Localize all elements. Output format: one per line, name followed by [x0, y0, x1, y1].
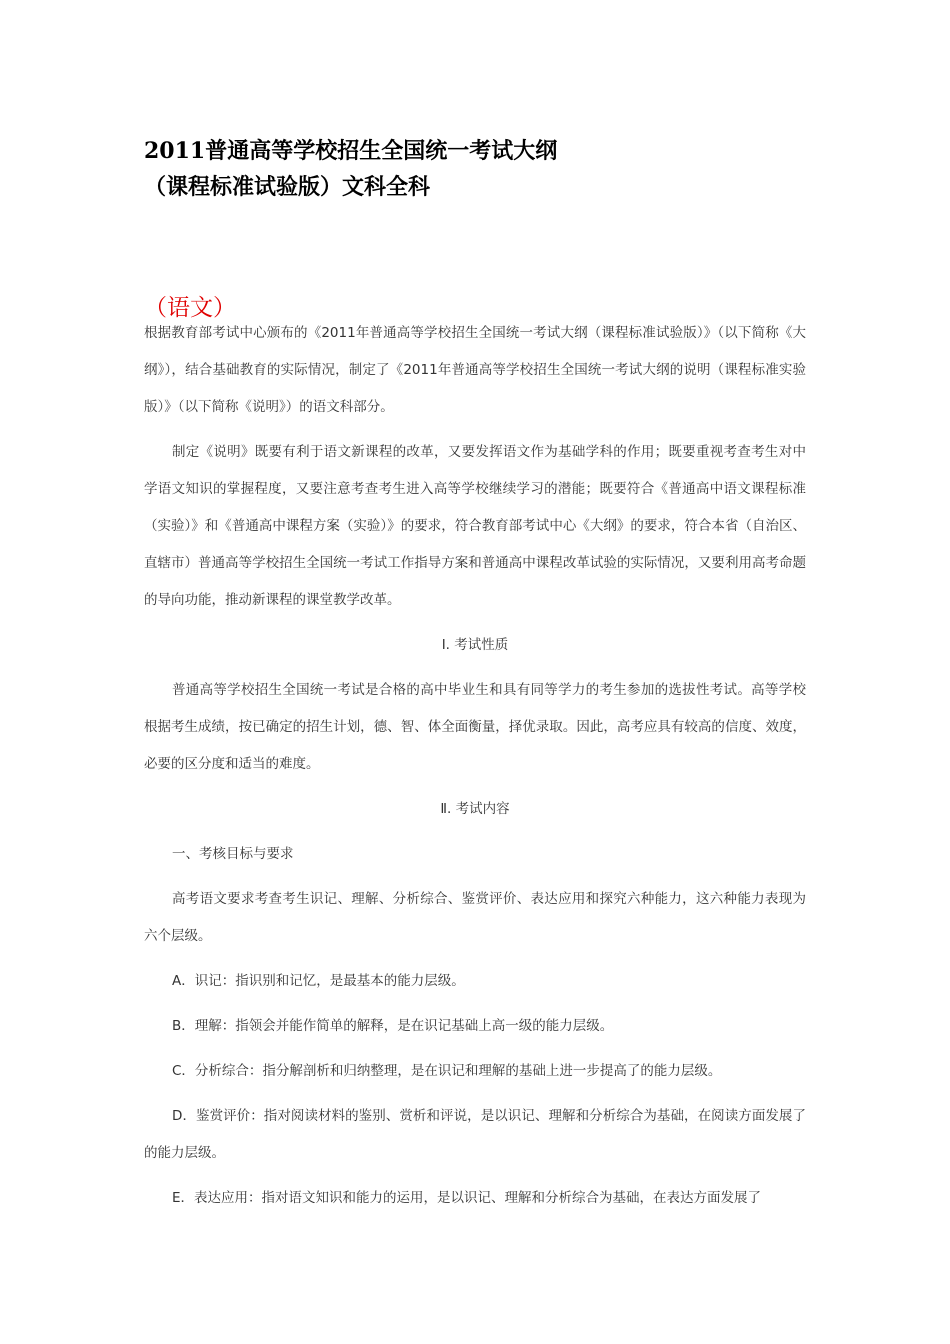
document-body: [144, 315, 806, 1225]
list-item-d: D．鉴赏评价：指对阅读材料的鉴别、赏析和评说，是以识记、理解和分析综合为基础，在阅读方面发展了的能力层级。: [144, 1108, 806, 1161]
paragraph-purpose: 制定《说明》既要有利于语文新课程的改革，又要发挥语文作为基础学科的作用；既要重视考查考生对中学语文知识的掌握程度，又要注意考查考生进入高等学校继续学习的潜能；既要符合《普通高中语文课程标准（实验）》和《普通高中课程方案（实验）》的要求，符合教育部考试中心《大纲》的要求，符合本省（自治区、直辖市）普通高等学校招生全国统一考试工作指导方案和普通高中课程改革试验的实际情况，又要利用高考命题的导向功能，推动新课程的课堂教学改革。: [144, 444, 806, 608]
subheading-objectives: 一、考核目标与要求: [172, 846, 294, 862]
heading-exam-nature: Ⅰ. 考试性质: [441, 637, 509, 653]
document-title: [144, 133, 824, 205]
paragraph-intro: 根据教育部考试中心颁布的《2011年普通高等学校招生全国统一考试大纲（课程标准试验版）》（以下简称《大纲》），结合基础教育的实际情况，制定了《2011年普通高等学校招生全国统一考试大纲的说明（课程标准实验版）》（以下简称《说明》）的语文科部分。: [144, 325, 806, 415]
list-item-b: B．理解：指领会并能作简单的解释，是在识记基础上高一级的能力层级。: [172, 1018, 614, 1034]
heading-exam-content: Ⅱ. 考试内容: [440, 801, 510, 817]
title-line-2: （课程标准试验版）文科全科: [144, 174, 431, 200]
list-item-a: A．识记：指识别和记忆，是最基本的能力层级。: [172, 973, 465, 989]
paragraph-abilities: 高考语文要求考查考生识记、理解、分析综合、鉴赏评价、表达应用和探究六种能力，这六种能力表现为六个层级。: [144, 891, 806, 944]
list-item-e: E．表达应用：指对语文知识和能力的运用，是以识记、理解和分析综合为基础，在表达方面发展了: [172, 1190, 762, 1206]
list-item-c: C．分析综合：指分解剖析和归纳整理，是在识记和理解的基础上进一步提高了的能力层级。: [172, 1063, 722, 1079]
title-line-1: 2011普通高等学校招生全国统一考试大纲: [144, 138, 558, 164]
section-heading-chinese: （语文）: [144, 295, 236, 321]
paragraph-exam-nature: 普通高等学校招生全国统一考试是合格的高中毕业生和具有同等学力的考生参加的选拔性考试。高等学校根据考生成绩，按已确定的招生计划，德、智、体全面衡量，择优录取。因此，高考应具有较高的信度、效度，必要的区分度和适当的难度。: [144, 682, 806, 772]
